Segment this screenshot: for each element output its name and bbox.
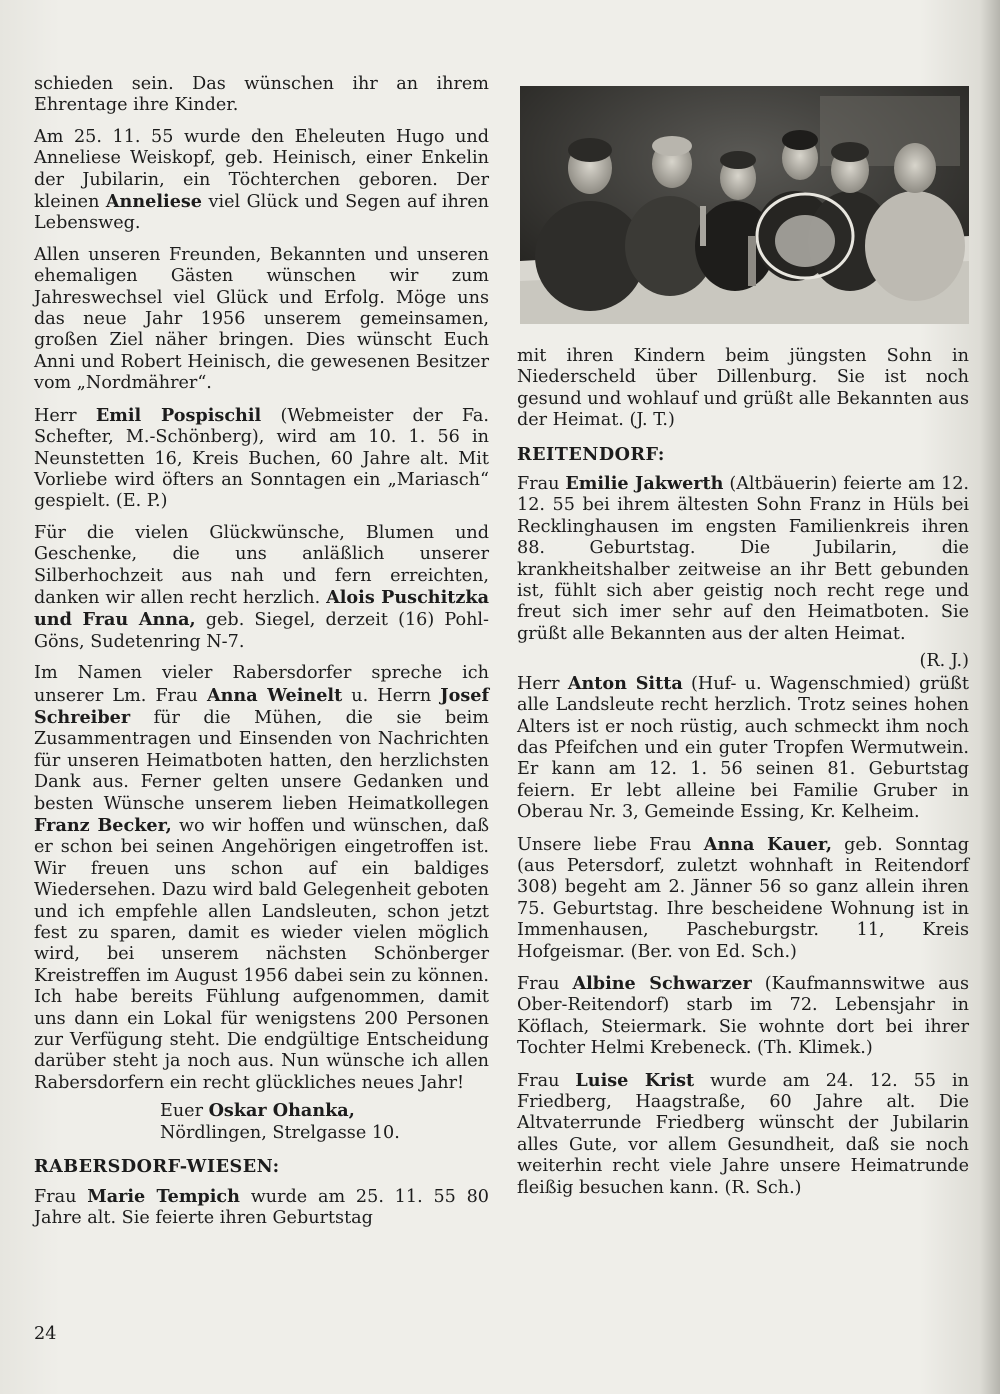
paragraph: Herr Anton Sitta (Huf- u. Wagenschmied) grüßt alle Landsleute recht herzlich. Trotz seines hohen Alters ist er noch rüstig, auch schmeckt ihm noch das Pfeifchen und ein guter Tropfen Wermutwein. Er kann am 12. 1. 56 seinen 81. Geburtstag feiern. Er lebt alleine bei Familie Gruber in Oberau Nr. 3, Gemeinde Essing, Kr. Kelheim. xyxy=(517,672,969,823)
highlighted-name: Marie Tempich xyxy=(87,1185,240,1207)
highlighted-name: Anneliese xyxy=(105,191,202,213)
highlighted-name: Alois Puschitzka und Frau Anna, xyxy=(34,586,489,631)
page-number: 24 xyxy=(34,1324,57,1344)
paragraph: Herr Emil Pospischil (Webmeister der Fa. Schefter, M.-Schönberg), wird am 10. 1. 56 in Neunstetten 16, Kreis Buchen, 60 Jahre alt. Mit Vorliebe wird öfters an Sonntagen ein „Mariasch“ gespielt. (E. P.) xyxy=(34,404,489,512)
credit: (R. J.) xyxy=(919,651,969,672)
paragraph: Unsere liebe Frau Anna Kauer, geb. Sonntag (aus Petersdorf, zuletzt wohnhaft in Reitendorf 308) begeht am 2. Jänner 56 so ganz allein ihren 75. Geburtstag. Ihre bescheidene Wohnung ist in Immenhausen, Pascheburgstr. 11, Kreis Hofgeismar. (Ber. von Ed. Sch.) xyxy=(517,833,969,962)
paragraph: Frau Albine Schwarzer (Kaufmannswitwe aus Ober-Reitendorf) starb im 72. Lebensjahr in Köflach, Steiermark. Sie wohnte dort bei ihrer Tochter Helmi Krebeneck. (Th. Klimek.) xyxy=(517,972,970,1059)
highlighted-name: Emil Pospischil xyxy=(95,404,262,426)
left-column xyxy=(34,74,489,1239)
paragraph: Frau Marie Tempich wurde am 25. 11. 55 80 Jahre alt. Sie feierte ihren Geburtstag xyxy=(34,1185,489,1228)
paragraph: Im Namen vieler Rabersdorfer spreche ich unserer Lm. Frau Anna Weinelt u. Herrn Josef Schreiber für die Mühen, die sie beim Zusammentragen und Einsenden von Nachrichten für unseren Heimatboten hatten, den herzlichsten Dank aus. Ferner gelten unsere Gedanken und besten Wünsche unserem lieben Heimatkollegen Franz Becker, wo wir hoffen und wünschen, daß er schon bei seinen Angehörigen eingetroffen ist. Wir freuen uns schon auf ein baldiges Wiedersehen. Dazu wird bald Gelegenheit geboten und ich empfehle allen Landsleuten, schon jetzt fest zu sparen, damit es wieder vielen möglich wird, bei unserem nächsten Schönberger Kreistreffen im August 1956 dabei sein zu können. Ich habe bereits Fühlung aufgenommen, damit uns dann ein Lokal für wenigstens 200 Personen zur Verfügung steht. Die endgültige Entscheidung darüber steht ja noch aus. Nun wünsche ich allen Rabersdorfern ein recht glückliches neues Jahr! xyxy=(34,663,490,1093)
section-heading: REITENDORF: xyxy=(517,443,665,465)
highlighted-name: Franz Becker, xyxy=(34,815,172,836)
highlighted-name: Anton Sitta xyxy=(567,672,683,694)
right-column xyxy=(517,346,969,1209)
paragraph: Frau Luise Krist wurde am 24. 12. 55 in Friedberg, Haagstraße, 60 Jahre alt. Die Altvaterrunde Friedberg wünscht der Jubilarin alles Gute, vor allem Gesundheit, daß sie noch weiterhin recht viele Jahre unsere Heimatrunde fleißig besuchen kann. (R. Sch.) xyxy=(517,1069,969,1198)
paragraph: Für die vielen Glückwünsche, Blumen und Geschenke, die uns anläßlich unserer Silberhochzeit aus nah und fern erreichten, danken wir allen recht herzlich. Alois Puschitzka und Frau Anna, geb. Siegel, derzeit (16) Pohl-Göns, Sudetenring N-7. xyxy=(34,522,489,652)
signature: Euer Oskar Ohanka, Nördlingen, Strelgasse 10. xyxy=(34,1100,489,1144)
highlighted-name: Albine Schwarzer xyxy=(572,972,752,994)
paragraph: mit ihren Kindern beim jüngsten Sohn in Niederscheld über Dillenburg. Sie ist noch gesund und wohlauf und grüßt alle Bekannten aus der Heimat. (J. T.) xyxy=(517,346,969,431)
paragraph: Allen unseren Freunden, Bekannten und unseren ehemaligen Gästen wünschen wir zum Jahreswechsel viel Glück und Erfolg. Möge uns das neue Jahr 1956 unserem gemeinsamen, großen Ziel näher bringen. Dies wünscht Euch Anni und Robert Heinisch, die gewesenen Besitzer vom „Nordmährer“. xyxy=(34,244,489,394)
paragraph: Am 25. 11. 55 wurde den Eheleuten Hugo und Anneliese Weiskopf, geb. Heinisch, einer Enkelin der Jubilarin, ein Töchterchen geboren. Der kleinen Anneliese viel Glück und Segen auf ihren Lebensweg. xyxy=(34,126,489,234)
highlighted-name: Anna Kauer, xyxy=(703,833,832,855)
highlighted-name: Anna Weinelt xyxy=(206,684,343,706)
group-photo-image xyxy=(520,86,969,324)
paragraph: schieden sein. Das wünschen ihr an ihrem Ehrentage ihre Kinder. xyxy=(34,74,489,116)
signature-address: Nördlingen, Strelgasse 10. xyxy=(160,1122,400,1143)
signature-name: Oskar Ohanka, xyxy=(208,1100,355,1122)
highlighted-name: Josef Schreiber xyxy=(34,684,490,728)
paragraph: Frau Emilie Jakwerth (Altbäuerin) feierte am 12. 12. 55 bei ihrem ältesten Sohn Franz in Hüls bei Recklinghausen im engsten Familienkreis ihren 88. Geburtstag. Die Jubilarin, die krankheitshalber zeitweise an ihr Bett gebunden ist, fühlt sich aber geistig noch recht rege und freut sich imer sehr auf den Heimatboten. Sie grüßt alle Bekannten aus der alten Heimat. xyxy=(517,473,970,644)
highlighted-name: Luise Krist xyxy=(575,1069,695,1091)
section-heading: RABERSDORF-WIESEN: xyxy=(34,1156,280,1178)
group-photo xyxy=(520,86,969,324)
highlighted-name: Emilie Jakwerth xyxy=(565,473,724,495)
